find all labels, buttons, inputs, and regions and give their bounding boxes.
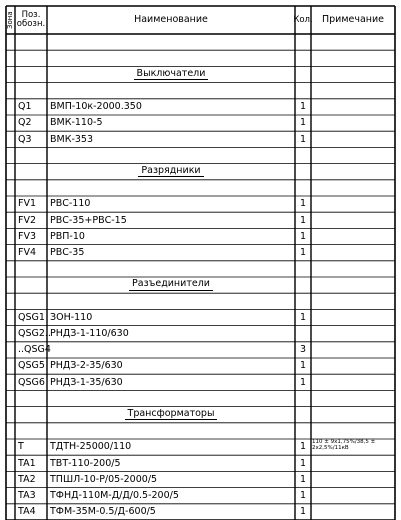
row-position: Q2 <box>18 117 32 129</box>
row-quantity: 1 <box>299 457 307 469</box>
header-position: Поз. обозн. <box>16 10 46 29</box>
row-position: QSG5 <box>18 360 45 372</box>
row-note <box>311 99 395 115</box>
row-name: ЗОН-110 <box>50 311 93 323</box>
row-position: QSG2.. <box>18 327 51 339</box>
header-note: Примечание <box>321 14 385 26</box>
row-name: РНДЗ-1-110/630 <box>50 327 129 339</box>
row-name: ТФНД-110М-Д/Д/0.5-200/5 <box>50 489 179 501</box>
row-note <box>311 358 395 374</box>
row-name: ВМП-10к-2000.350 <box>50 101 142 113</box>
row-quantity: 1 <box>299 198 307 210</box>
row-quantity: 1 <box>299 133 307 145</box>
section-heading <box>47 66 295 82</box>
row-name: ТВТ-110-200/5 <box>50 457 121 469</box>
header-name: Наименование <box>134 14 208 26</box>
row-note <box>311 131 395 147</box>
row-quantity: 1 <box>299 246 307 258</box>
row-note <box>311 245 395 261</box>
row-note <box>311 309 395 325</box>
row-quantity <box>295 326 311 342</box>
row-position: Q3 <box>18 133 32 145</box>
section-heading <box>47 277 295 293</box>
row-position: TA2 <box>18 473 36 485</box>
section-title: Разъединители <box>129 279 213 291</box>
row-position: QSG6 <box>18 376 45 388</box>
row-name: ВМК-110-5 <box>50 117 103 129</box>
row-position: TA3 <box>18 489 36 501</box>
row-note <box>311 212 395 228</box>
row-quantity: 1 <box>299 489 307 501</box>
section-heading <box>47 164 295 180</box>
row-note <box>311 228 395 244</box>
row-name: ТФМ-35М-0.5/Д-600/5 <box>50 506 156 518</box>
row-quantity: 1 <box>299 311 307 323</box>
row-note <box>311 196 395 212</box>
row-note: 110 ± 9х1,75%/38,5 ± 2х2,5%/11кВ <box>312 439 376 451</box>
section-title: Разрядники <box>138 166 203 178</box>
row-position: TA4 <box>18 506 36 518</box>
row-name: РНДЗ-1-35/630 <box>50 376 123 388</box>
row-note <box>311 342 395 358</box>
row-note <box>311 455 395 471</box>
row-note <box>311 115 395 131</box>
section-title: Трансформаторы <box>125 409 218 421</box>
row-position: T <box>18 441 24 453</box>
row-quantity: 1 <box>299 101 307 113</box>
row-quantity: 1 <box>299 117 307 129</box>
row-quantity: 3 <box>299 344 307 356</box>
row-note <box>311 504 395 520</box>
row-name <box>47 342 295 358</box>
row-position: Q1 <box>18 101 32 113</box>
section-title: Выключатели <box>134 69 209 81</box>
row-position: QSG1 <box>18 311 45 323</box>
header-zone: Зона <box>5 11 14 29</box>
row-position: ..QSG4 <box>18 344 51 356</box>
row-quantity: 1 <box>299 230 307 242</box>
row-note <box>311 326 395 342</box>
row-name: РВС-110 <box>50 198 91 210</box>
row-note <box>311 374 395 390</box>
row-name: ТПШЛ-10-Р/05-2000/5 <box>50 473 158 485</box>
row-name: ВМК-353 <box>50 133 94 145</box>
header-quantity: Кол. <box>293 14 313 25</box>
row-quantity: 1 <box>299 376 307 388</box>
row-quantity: 1 <box>299 506 307 518</box>
row-name: РНДЗ-2-35/630 <box>50 360 123 372</box>
row-position: FV3 <box>18 230 37 242</box>
row-position: FV1 <box>18 198 37 210</box>
row-quantity: 1 <box>299 360 307 372</box>
row-quantity: 1 <box>299 214 307 226</box>
row-position: FV4 <box>18 246 37 258</box>
row-name: ТДТН-25000/110 <box>50 441 132 453</box>
row-name: РВС-35 <box>50 246 85 258</box>
row-name: РВП-10 <box>50 230 85 242</box>
section-heading <box>47 407 295 423</box>
row-note <box>311 488 395 504</box>
row-position: TA1 <box>18 457 36 469</box>
row-name: РВС-35+РВС-15 <box>50 214 127 226</box>
row-note <box>311 471 395 487</box>
row-quantity: 1 <box>299 441 307 453</box>
row-position: FV2 <box>18 214 37 226</box>
row-quantity: 1 <box>299 473 307 485</box>
